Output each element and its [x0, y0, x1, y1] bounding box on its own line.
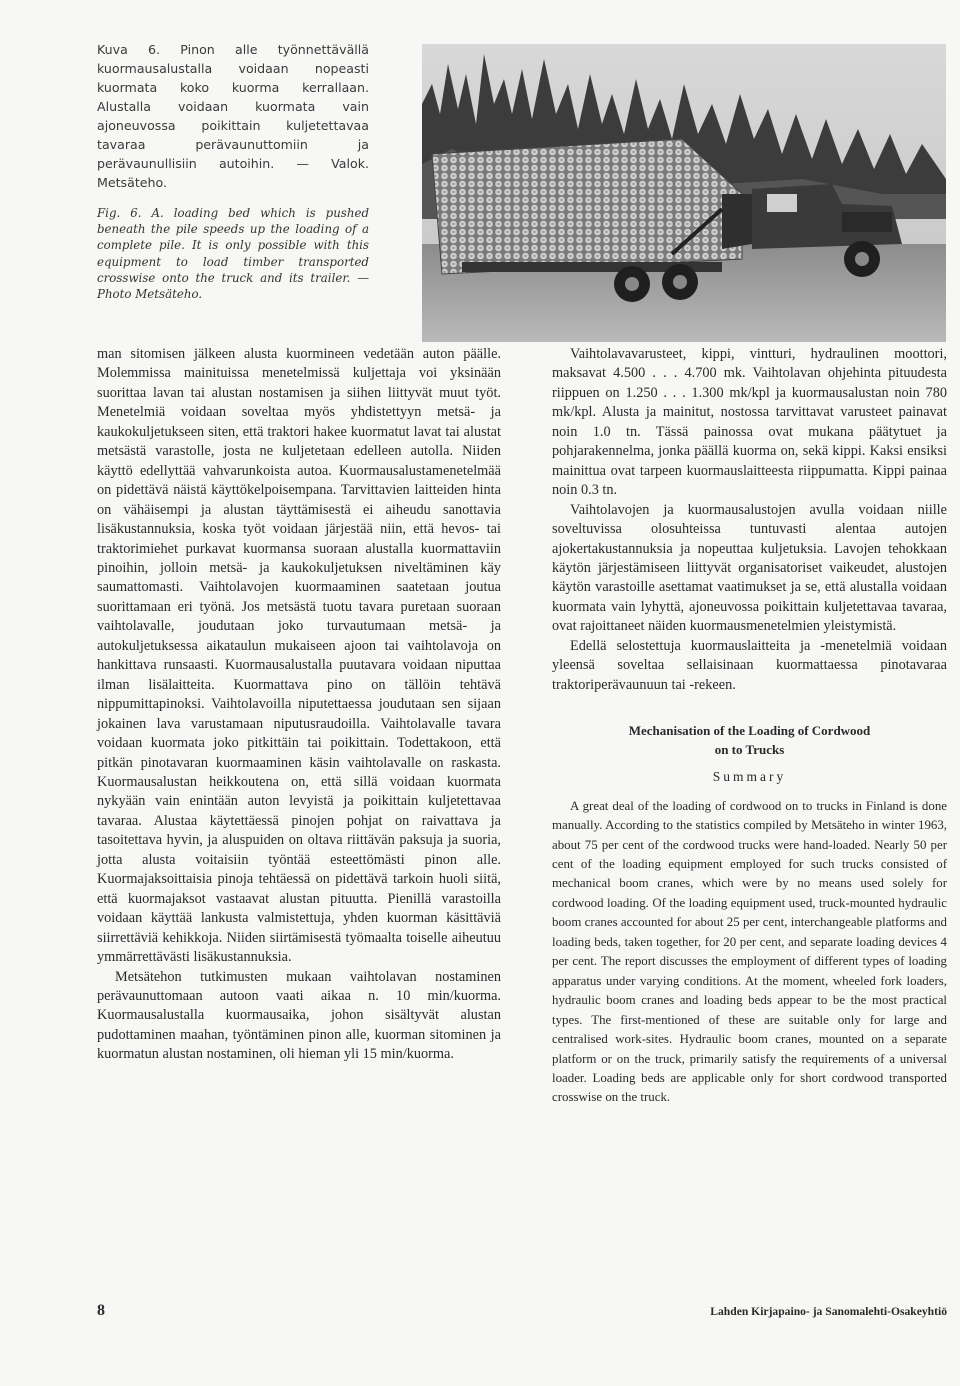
summary-title-line1: Mechanisation of the Loading of Cordwood	[628, 723, 871, 739]
paragraph: Metsätehon tutkimusten mukaan vaihtolavan nostaminen perävaunuttomaan autoon vaati aikaa n. 10 min/kuorma. Kuormausalustalla kuormausaika, johon sisältyvät alustan pudottaminen maahan, työntäminen pinon alle, kuorman sitominen ja kuormatun alustan nostaminen, oli hieman yli 15 min/kuorma.	[97, 968, 501, 1063]
body-column-right	[552, 345, 947, 1108]
page-number: 8	[97, 1302, 105, 1319]
paragraph: man sitomisen jälkeen alusta kuormineen vedetään auton päälle. Molemmissa mainituissa menetelmissä kuljettaja voi yksinään suorittaa lavan tai alustan nostamisen ja siihen liittyvät muut työt. Menetelmiä voidaan soveltaa myös yhdistettyyn metsä- ja kaukokuljetukseen siten, että traktori hakee kuormatut lavat tai alustat metsästä varastolle, josta ne kuljetetaan edelleen autolla. Niiden käyttö edellyttää vahvarunkoista autoa. Kuormausalustamenetelmää on pidettävä näistä käyttökelpoisempana. Tarvittavien laitteiden hinta on vähäisempi ja alustan täyttämisestä ei aiheudu sanottavia lisäkustannuksia, koska työt voidaan järjestää niin, että hevos- tai traktorimiehet purkavat kuormansa suoraan alustalla kuormattaviin pinoihin, jolloin metsä- ja kaukokuljetuksen niveltäminen käy saumattomasti. Vaihtolavojen kuormaaminen saatetaan joutua suorittamaan eri työnä. Jos metsästä tuotu tavara puretaan suoraan vaihtolavalle, joudutaan joko turvautumaan metsä- ja autokuljetuksessa aikataulun mukaiseen ajoon tai vaihtolavoja on hankittava runsaasti. Kuormausalustalla puutavara voidaan niputtaa ilman lisälaitteita. Kuormattava pino on tällöin tehtävä nippumittapinoksi. Vaihtolavoilla niputettaessa joudutaan sen sijaan jokainen lava varustamaan niputusraudoilla. Vaihtolavalle tavara voidaan kuormata joko pitkittäin tai poikittain. Todettakoon, että pitkän pinotavaran kuormaaminen käsin vaihtolavalle on raskasta. Kuormausalustan heikkoutena on, että sillä voidaan kuormata nykyään vain enintään auton levyistä ja poikittain kuljetettavaa tavaraa. Alustaa käytettäessä pinojen pohjat on raivattava ja tasoitettava hyvin, ja aluspuiden on oltava riittävän paksuja ja suoria, jotta alusta voitaisiin työntää esteettömästi pinon alle. Kuormajaksoittaisia pinoja tehtäessä on pidettävä tarkoin huoli siitä, että kuormajaksot vastaavat alustan pituutta. Pienillä varastoilla voidaan käyttää lankusta valmistettuja, yhden kuorman käsittäviä siirrettäviä kehikkoja. Niiden siirtämisestä työmaalta toiselle aiheutuu ymmärrettävästi lisäkustannuksia.	[97, 346, 501, 966]
summary-text: A great deal of the loading of cordwood on to trucks in Finland is done manually. According to the statistics compiled by Metsäteho in winter 1963, about 75 per cent of the cordwood trucks were hand-loaded. Nearly 50 per cent of the loading equipment employed for such trucks consisted of mechanical boom cranes, which were by no means used solely for cordwood loading. Of the loading equipment used, truck-mounted hydraulic boom cranes accounted for about 25 per cent, interchangeable platforms and loading beds, taken together, for 20 per cent, and separate loading devices 4 per cent. The report discusses the employment of different types of loading apparatus under varying conditions. At the moment, wheeled fork loaders, hydraulic boom cranes and loading beds appear to be the most practical types. The first-mentioned of these are suitable only for large and centralised work-sites. Hydraulic boom cranes, mounted on a separate platform or on the truck, primarily satisfy the requirements of a universal loader. Loading beds are applicable only for short cordwood transported crosswise on the truck.	[552, 798, 947, 1105]
paragraph: Edellä selostettuja kuormauslaitteita ja -menetelmiä voidaan yleensä soveltaa sellaisinaan kuormattaessa pinotavaraa traktoriperävaunuun tai -rekeen.	[552, 637, 947, 693]
printer-credit: Lahden Kirjapaino- ja Sanomalehti-Osakeyhtiö	[710, 1305, 947, 1318]
summary-title	[552, 721, 947, 759]
summary-title-line2: on to Trucks	[714, 742, 785, 758]
paragraph: Vaihtolavojen ja kuormausalustojen avulla voidaan niille soveltuvissa olosuhteissa tuntuvasti alentaa autojen ajokertakustannuksia ja nopeuttaa kuljetuksia. Lavojen tehokkaan käytön järjestämiseen liittyvät organisatoriset vaikeudet, alustojen käytön varastoille asettamat vaatimukset ja se, että alustalla voidaan kuormata vain lyhyttä, ajoneuvossa poikittain kuljetettavaa tavaraa, ovat rajoittaneet näiden kuormausmenetelmien yleistymistä.	[552, 501, 947, 635]
body-column-left	[97, 345, 501, 1065]
figure-caption-finnish: Kuva 6. Pinon alle työnnettävällä kuormausalustalla voidaan nopeasti kuormata koko kuorma kerrallaan. Alustalla voidaan kuormata vain ajoneuvossa poikittain kuljetettavaa tavaraa perävaunuttomiin ja perävaunullisiin autoihin. — Valok. Metsäteho.	[97, 42, 369, 190]
paragraph: Vaihtolavavarusteet, kippi, vintturi, hydraulinen moottori, maksavat 4.500 . . . 4.700 mk. Vaihtolavan ohjehinta pituudesta riippuen on 1.250 . . . 1.300 mk/kpl ja kuormausalustan noin 780 mk/kpl. Alusta ja mainitut, nostossa tarvittavat varusteet painavat noin 1.0 tn. Tässä painossa ovat mukana päätytuet ja pohjarakennelma, jonka päällä kuorma on, sekä kippi. Kaksi ensiksi mainittua ovat tarpeen kuormauslaitteesta riippumatta. Kippi painaa noin 0.3 tn.	[552, 346, 947, 499]
photo-illustration	[422, 44, 946, 342]
figure-caption-english: Fig. 6. A. loading bed which is pushed beneath the pile speeds up the loading of a complete pile. It is only possible with this equipment to load timber transported crosswise onto the truck and its trailer. — Photo Metsäteho.	[97, 206, 369, 302]
summary-heading: Summary	[712, 769, 787, 785]
truck-timber-photo	[422, 44, 946, 342]
